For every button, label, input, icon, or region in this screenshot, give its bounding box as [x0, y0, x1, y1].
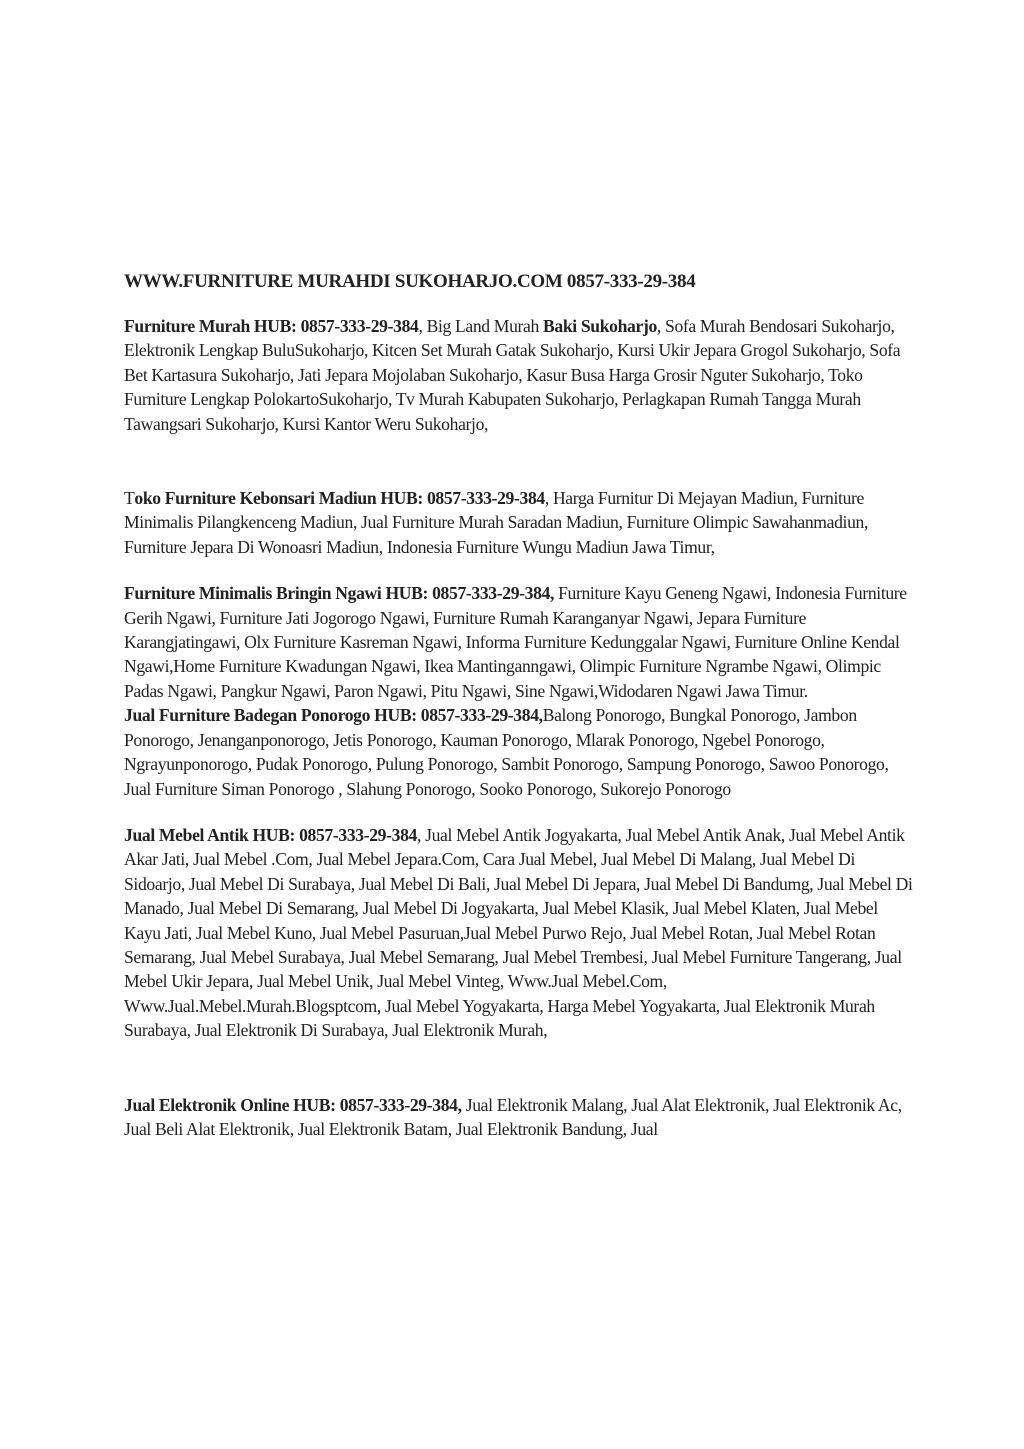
bold-run: Furniture Murah HUB: 0857-333-29-384 — [124, 316, 419, 336]
bold-run: Baki Sukoharjo — [543, 316, 657, 336]
bold-run: Jual Furniture Badegan Ponorogo HUB: 0857-333-29-384, — [124, 705, 543, 726]
paragraph-toko-furniture-madiun — [124, 486, 914, 559]
spacer — [124, 1043, 914, 1093]
bold-run: Furniture Minimalis Bringin Ngawi HUB: 0857-333-29-384, — [124, 583, 555, 604]
spacer — [124, 436, 914, 486]
text-run: Furniture Kayu Geneng Ngawi, Indonesia Furniture Gerih Ngawi, Furniture Jati Jogorogo Ngawi, Furniture Rumah Karanganyar Ngawi, Jepara Furniture Karangjatingawi, Olx Furniture Kasreman Ngawi, Informa Furniture Kedunggalar Ngawi, Furniture Online Kendal Ngawi,Home Furniture Kwadungan Ngawi, Ikea Mantinganngawi, Olimpic Furniture Ngrambe Ngawi, Olimpic Padas Ngawi, Pangkur Ngawi, Paron Ngawi, Pitu Ngawi, Sine Ngawi,Widodaren Ngawi Jawa Timur. — [124, 583, 907, 701]
spacer — [124, 801, 914, 823]
bold-run: Jual Elektronik Online HUB: 0857-333-29-384, — [124, 1094, 462, 1115]
paragraph-furniture-minimalis-ngawi — [124, 581, 914, 703]
text-run: , Big Land Murah — [418, 316, 543, 336]
text-run: Balong Ponorogo, Bungkal Ponorogo, Jambon Ponorogo, Jenanganponorogo, Jetis Ponorogo, Kauman Ponorogo, Mlarak Ponorogo, Ngebel Ponorogo, Ngrayunponorogo, Pudak Ponorogo, Pulung Ponorogo, Sambit Ponorogo, Sampung Ponorogo, Sawoo Ponorogo, Jual Furniture Siman Ponorogo , Slahung Ponorogo, Sooko Ponorogo, Sukorejo Ponorogo — [124, 705, 889, 799]
text-run: , Harga Furnitur Di Mejayan Madiun, Furniture Minimalis Pilangkenceng Madiun, Jual Furniture Murah Saradan Madiun, Furniture Olimpic Sawahanmadiun, Furniture Jepara Di Wonoasri Madiun, Indonesia Furniture Wungu Madiun Jawa Timur, — [124, 488, 869, 557]
document-page — [124, 268, 914, 1141]
spacer — [124, 559, 914, 581]
paragraph-jual-mebel-antik — [124, 823, 914, 1043]
text-run: Jual Elektronik Malang, Jual Alat Elektronik, Jual Elektronik Ac, Jual Beli Alat Elektronik, Jual Elektronik Batam, Jual Elektronik Bandung, Jual — [124, 1094, 902, 1139]
paragraph-furniture-murah-sukoharjo — [124, 314, 914, 436]
bold-run: Jual Mebel Antik HUB: 0857-333-29-384 — [124, 824, 417, 845]
paragraph-jual-elektronik-online — [124, 1093, 914, 1142]
bold-run: oko Furniture Kebonsari Madiun HUB: 0857-333-29-384 — [134, 488, 545, 509]
document-title: WWW.FURNITURE MURAHDI SUKOHARJO.COM 0857-333-29-384 — [124, 271, 696, 292]
text-run: , Jual Mebel Antik Jogyakarta, Jual Mebel Antik Anak, Jual Mebel Antik Akar Jati, Jual Mebel .Com, Jual Mebel Jepara.Com, Cara Jual Mebel, Jual Mebel Di Malang, Jual Mebel Di Sidoarjo, Jual Mebel Di Surabaya, Jual Mebel Di Bali, Jual Mebel Di Jepara, Jual Mebel Di Bandumg, Jual Mebel Di Manado, Jual Mebel Di Semarang, Jual Mebel Di Jogyakarta, Jual Mebel Klasik, Jual Mebel Klaten, Jual Mebel Kayu Jati, Jual Mebel Kuno, Jual Mebel Pasuruan,Jual Mebel Purwo Rejo, Jual Mebel Rotan, Jual Mebel Rotan Semarang, Jual Mebel Surabaya, Jual Mebel Semarang, Jual Mebel Trembesi, Jual Mebel Furniture Tangerang, Jual Mebel Ukir Jepara, Jual Mebel Unik, Jual Mebel Vinteg, Www.Jual Mebel.Com, Www.Jual.Mebel.Murah.Blogsptcom, Jual Mebel Yogyakarta, Harga Mebel Yogyakarta, Jual Elektronik Murah Surabaya, Jual Elektronik Di Surabaya, Jual Elektronik Murah, — [124, 824, 913, 1041]
paragraph-jual-furniture-ponorogo — [124, 703, 914, 801]
text-run: T — [124, 488, 135, 509]
text-run: , Sofa Murah Bendosari Sukoharjo, Elektronik Lengkap BuluSukoharjo, Kitcen Set Murah Gatak Sukoharjo, Kursi Ukir Jepara Grogol Sukoharjo, Sofa Bet Kartasura Sukoharjo, Jati Jepara Mojolaban Sukoharjo, Kasur Busa Harga Grosir Nguter Sukoharjo, Toko Furniture Lengkap PolokartoSukoharjo, Tv Murah Kabupaten Sukoharjo, Perlagkapan Rumah Tangga Murah Tawangsari Sukoharjo, Kursi Kantor Weru Sukoharjo, — [124, 316, 901, 434]
